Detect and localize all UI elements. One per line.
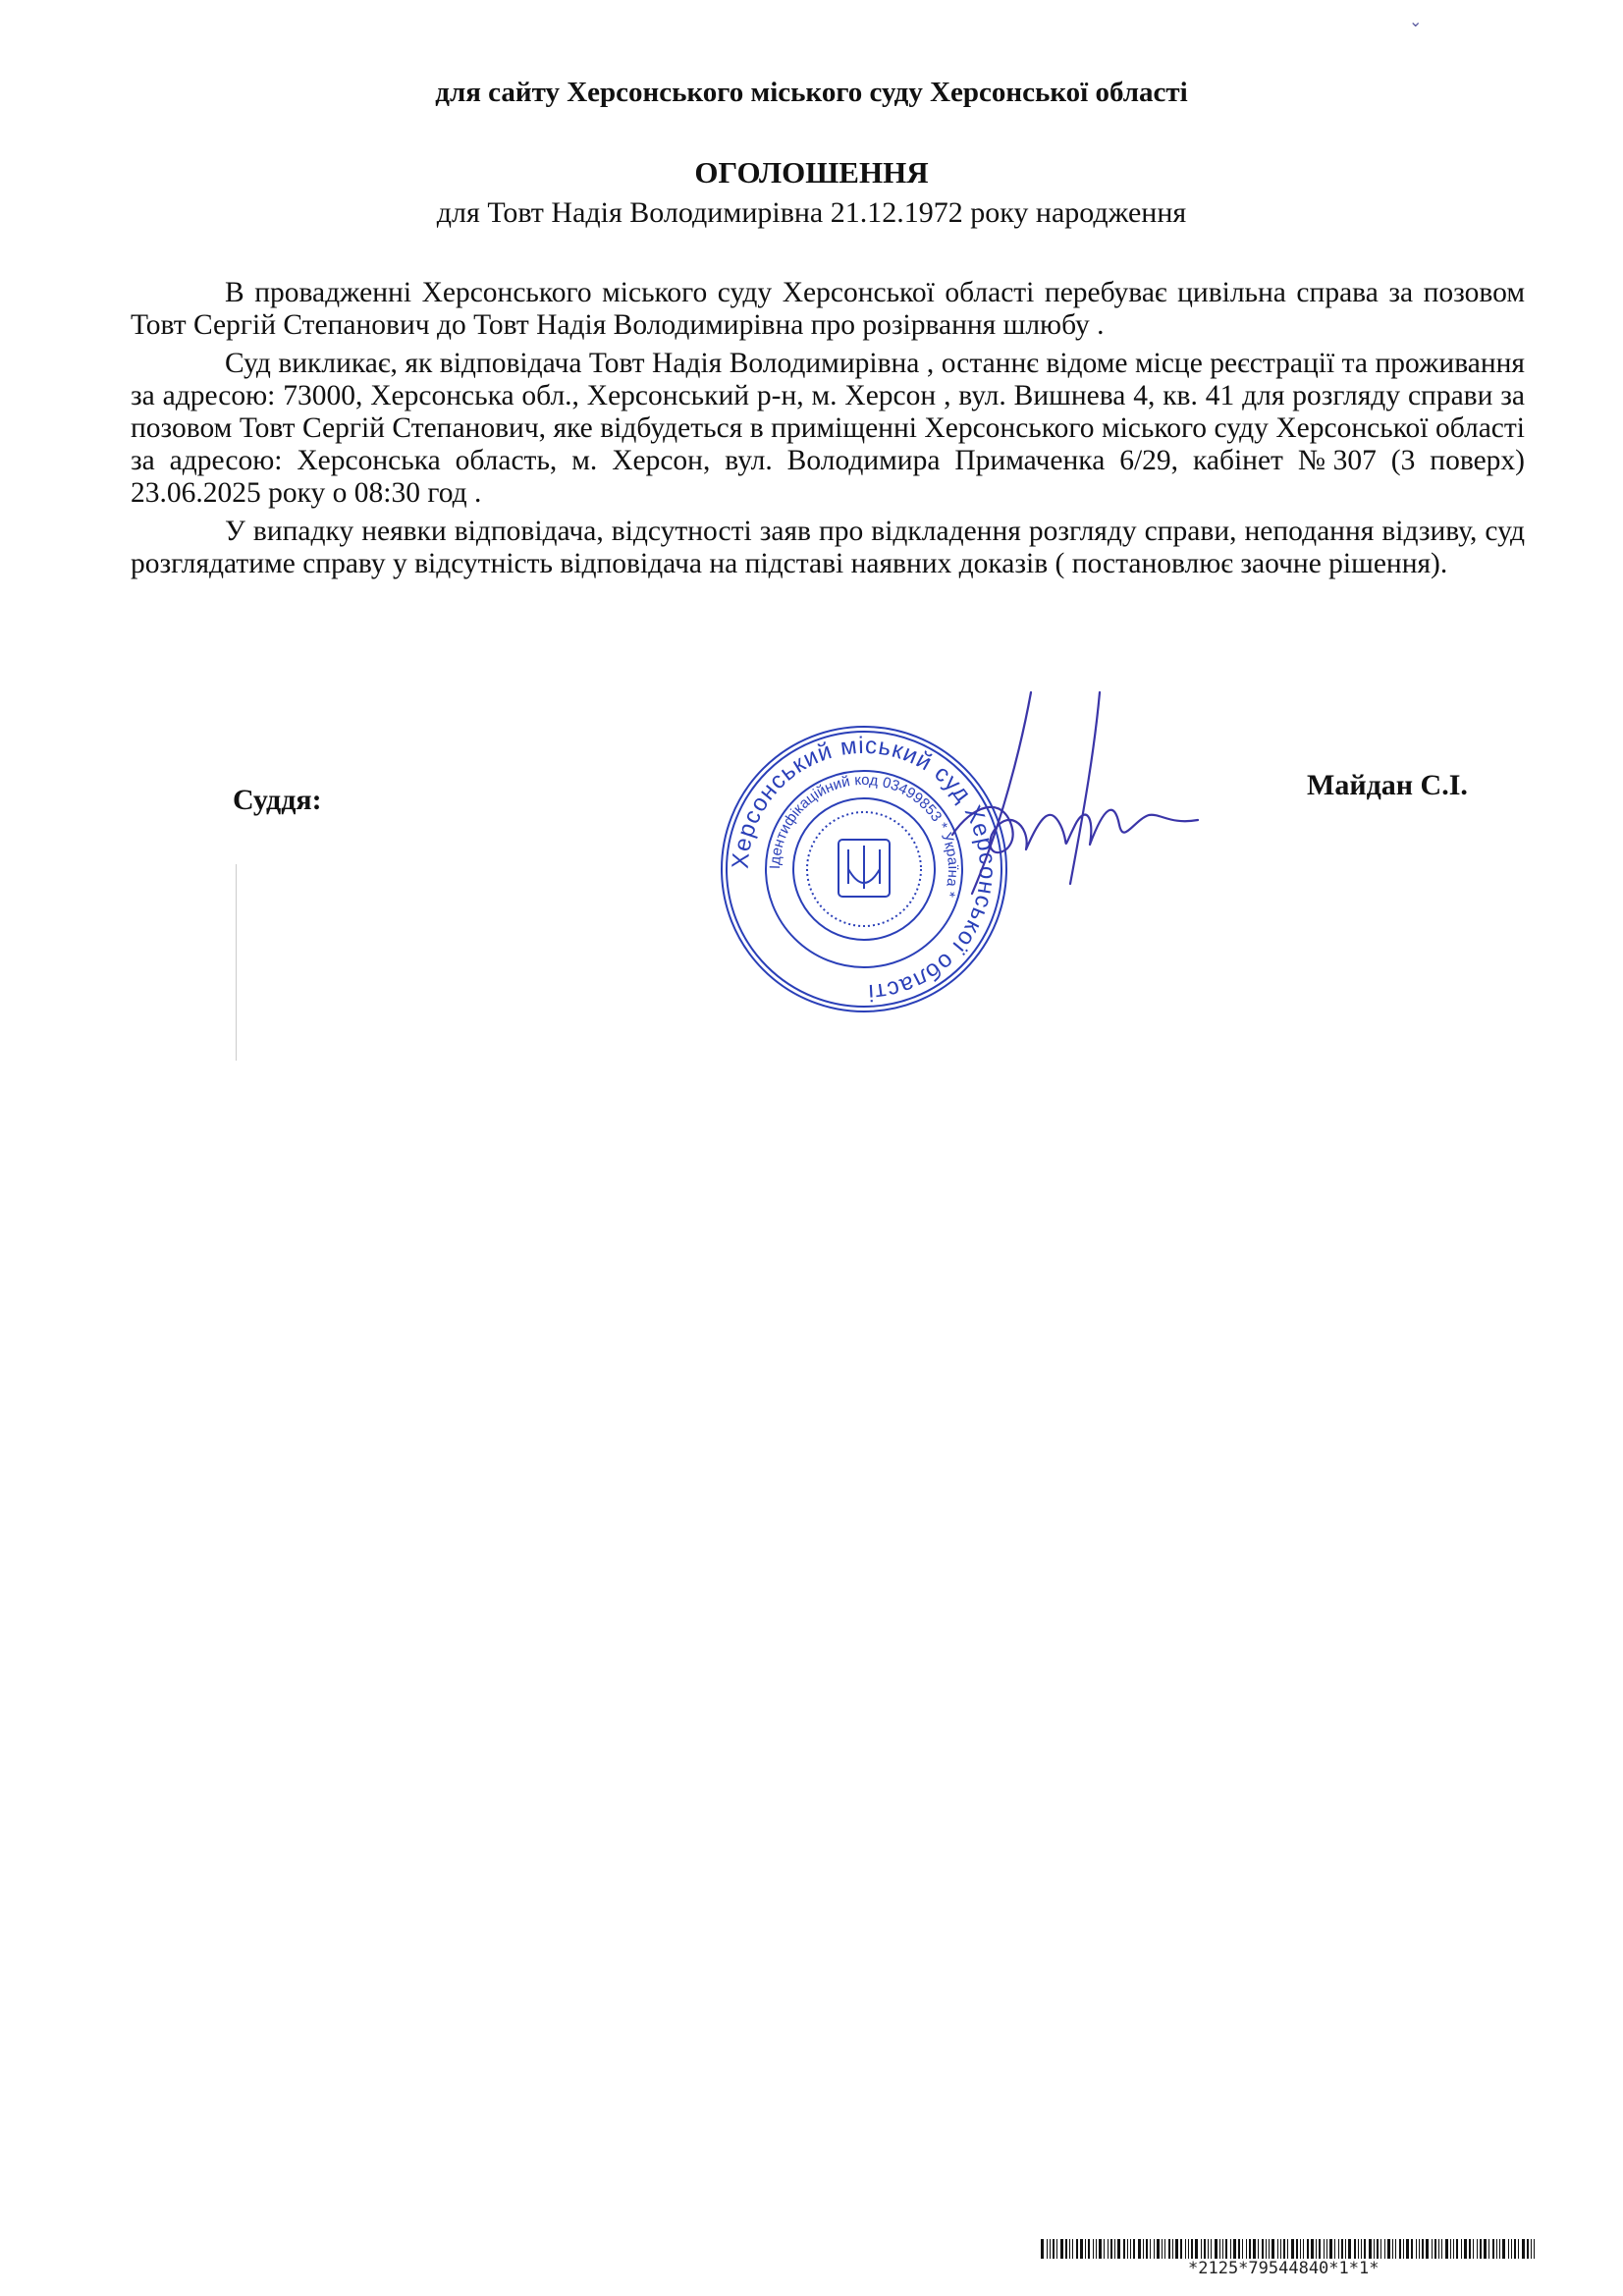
barcode-bar: [1319, 2239, 1321, 2259]
barcode-bar: [1211, 2239, 1212, 2259]
barcode-bar: [1422, 2239, 1424, 2259]
barcode-bar: [1262, 2239, 1264, 2259]
barcode-bar: [1461, 2239, 1462, 2259]
barcode-bar: [1473, 2239, 1474, 2259]
barcode-bar: [1230, 2239, 1231, 2259]
barcode-bar: [1438, 2239, 1439, 2259]
barcode-bar: [1085, 2239, 1086, 2259]
barcode-bar: [1377, 2239, 1379, 2259]
barcode-bar: [1110, 2239, 1112, 2259]
barcode-bar: [1411, 2239, 1413, 2259]
barcode-bar: [1175, 2239, 1178, 2259]
barcode-bar: [1233, 2239, 1236, 2259]
document-subtitle: для Товт Надія Володимирівна 21.12.1972 року народження: [436, 196, 1187, 229]
barcode-bar: [1215, 2239, 1217, 2259]
barcode-bar: [1380, 2239, 1381, 2259]
barcode-bar: [1188, 2239, 1189, 2259]
barcode-bar: [1123, 2239, 1125, 2259]
barcode-bar: [1354, 2239, 1356, 2259]
barcode-bar: [1041, 2239, 1044, 2259]
barcode-bar: [1172, 2239, 1173, 2259]
barcode-bar: [1093, 2239, 1094, 2259]
barcode-bar: [1441, 2239, 1442, 2259]
barcode-number: *2125*79544840*1*1*: [1188, 2259, 1380, 2278]
document-barcode: [1041, 2239, 1542, 2259]
barcode-bar: [1164, 2239, 1165, 2259]
barcode-bar: [1088, 2239, 1090, 2259]
barcode-bar: [1432, 2239, 1433, 2259]
barcode-bar: [1076, 2239, 1078, 2259]
barcode-bar: [1060, 2239, 1063, 2259]
barcode-bar: [1146, 2239, 1148, 2259]
barcode-bar: [1108, 2239, 1109, 2259]
judge-name: Майдан С.І.: [1307, 769, 1468, 801]
judge-label: Суддя:: [233, 784, 322, 816]
barcode-bar: [1477, 2239, 1478, 2259]
barcode-bar: [1246, 2239, 1247, 2259]
barcode-bar: [1334, 2239, 1335, 2259]
barcode-bar: [1191, 2239, 1193, 2259]
barcode-bar: [1127, 2239, 1128, 2259]
barcode-bar: [1395, 2239, 1396, 2259]
barcode-bar: [1392, 2239, 1393, 2259]
barcode-bar: [1096, 2239, 1097, 2259]
barcode-bar: [1283, 2239, 1285, 2259]
barcode-bar: [1242, 2239, 1243, 2259]
document-header: для сайту Херсонського міського суду Херсонської області: [435, 77, 1188, 108]
barcode-bar: [1329, 2239, 1332, 2259]
barcode-bar: [1154, 2239, 1155, 2259]
barcode-bar: [1296, 2239, 1298, 2259]
barcode-bar: [1484, 2239, 1487, 2259]
barcode-bar: [1204, 2239, 1206, 2259]
barcode-bar: [1114, 2239, 1115, 2259]
barcode-bar: [1464, 2239, 1467, 2259]
scan-mark: ⌄: [1409, 14, 1423, 30]
barcode-bar: [1434, 2239, 1436, 2259]
barcode-bar: [1269, 2239, 1270, 2259]
barcode-bar: [1271, 2239, 1274, 2259]
barcode-bar: [1496, 2239, 1497, 2259]
paragraph-proceeding: В провадженні Херсонського міського суду Херсонської області перебуває цивільна справа за позовом Товт Сергій Степанович до Товт Надія Володимирівна про розірвання шлюбу .: [131, 277, 1525, 341]
barcode-bar: [1253, 2239, 1256, 2259]
judge-signature: [913, 687, 1208, 913]
barcode-bar: [1150, 2239, 1151, 2259]
barcode-bar: [1185, 2239, 1186, 2259]
barcode-bar: [1341, 2239, 1343, 2259]
barcode-bar: [1225, 2239, 1227, 2259]
barcode-bar: [1416, 2239, 1417, 2259]
barcode-bar: [1280, 2239, 1281, 2259]
barcode-bar: [1072, 2239, 1073, 2259]
barcode-bar: [1316, 2239, 1317, 2259]
barcode-bar: [1492, 2239, 1494, 2259]
barcode-bar: [1099, 2239, 1102, 2259]
barcode-bar: [1361, 2239, 1362, 2259]
barcode-bar: [1133, 2239, 1135, 2259]
barcode-bar: [1130, 2239, 1131, 2259]
barcode-bar: [1345, 2239, 1346, 2259]
barcode-bar: [1445, 2239, 1448, 2259]
barcode-bar: [1180, 2239, 1182, 2259]
barcode-bar: [1222, 2239, 1223, 2259]
barcode-bar: [1514, 2239, 1516, 2259]
barcode-bar: [1065, 2239, 1067, 2259]
barcode-bar: [1348, 2239, 1351, 2259]
barcode-bar: [1307, 2239, 1309, 2259]
barcode-bar: [1374, 2239, 1375, 2259]
barcode-bar: [1208, 2239, 1209, 2259]
barcode-bar: [1303, 2239, 1304, 2259]
barcode-bar: [1300, 2239, 1301, 2259]
barcode-bar: [1053, 2239, 1055, 2259]
barcode-bar: [1201, 2239, 1202, 2259]
barcode-bar: [1369, 2239, 1372, 2259]
barcode-bar: [1104, 2239, 1105, 2259]
barcode-bar: [1238, 2239, 1240, 2259]
barcode-bar: [1384, 2239, 1385, 2259]
barcode-bar: [1266, 2239, 1267, 2259]
barcode-bar: [1056, 2239, 1057, 2259]
barcode-bar: [1080, 2239, 1083, 2259]
barcode-bar: [1527, 2239, 1529, 2259]
barcode-bar: [1480, 2239, 1482, 2259]
barcode-bar: [1453, 2239, 1454, 2259]
barcode-bar: [1426, 2239, 1429, 2259]
barcode-bar: [1338, 2239, 1339, 2259]
document-title: ОГОЛОШЕННЯ: [694, 155, 929, 190]
barcode-bar: [1258, 2239, 1259, 2259]
barcode-bar: [1069, 2239, 1070, 2259]
barcode-bar: [1488, 2239, 1489, 2259]
barcode-bar: [1399, 2239, 1401, 2259]
barcode-bar: [1469, 2239, 1471, 2259]
paragraph-summons: Суд викликає, як відповідача Товт Надія Володимирівна , останнє відоме місце реєстрації та проживання за адресою: 73000, Херсонська обл., Херсонський р-н, м. Херсон , вул. Вишнева 4, кв. 41 для розгляду справи за позовом Товт Сергій Степанович, яке відбудеться в приміщенні Херсонського міського суду Херсонської області за адресою: Херсонська область, м. Херсон, вул. Володимира Примаченка 6/29, кабінет №307 (3 поверх) 23.06.2025 року о 08:30 год .: [131, 348, 1525, 509]
barcode-bar: [1531, 2239, 1532, 2259]
seal-outer-text: Херсонський міський суд Херсонської області: [727, 732, 1001, 1007]
barcode-bar: [1219, 2239, 1220, 2259]
barcode-bar: [1518, 2239, 1519, 2259]
barcode-bar: [1419, 2239, 1420, 2259]
barcode-bar: [1277, 2239, 1278, 2259]
barcode-bar: [1502, 2239, 1505, 2259]
barcode-bar: [1157, 2239, 1160, 2259]
barcode-bar: [1291, 2239, 1294, 2259]
barcode-bar: [1511, 2239, 1512, 2259]
barcode-bar: [1326, 2239, 1327, 2259]
barcode-bar: [1403, 2239, 1404, 2259]
barcode-bar: [1162, 2239, 1163, 2259]
barcode-bar: [1406, 2239, 1409, 2259]
barcode-bar: [1117, 2239, 1120, 2259]
barcode-bar: [1311, 2239, 1314, 2259]
barcode-bar: [1456, 2239, 1458, 2259]
barcode-bar: [1287, 2239, 1288, 2259]
paragraph-absence: У випадку неявки відповідача, відсутності заяв про відкладення розгляду справи, неподання відзиву, суд розглядатиме справу у відсутність відповідача на підставі наявних доказів ( постановлює заочне рішення).: [131, 516, 1525, 579]
barcode-bar: [1195, 2239, 1198, 2259]
barcode-bar: [1499, 2239, 1500, 2259]
barcode-bar: [1387, 2239, 1390, 2259]
barcode-bar: [1450, 2239, 1451, 2259]
document-body: [131, 277, 1525, 586]
barcode-bar: [1534, 2239, 1535, 2259]
barcode-bar: [1047, 2239, 1048, 2259]
barcode-bar: [1508, 2239, 1509, 2259]
seal-inner-text: Ідентифікаційний код 03499853 * Україна *: [766, 771, 962, 900]
barcode-bar: [1522, 2239, 1525, 2259]
barcode-bar: [1249, 2239, 1251, 2259]
barcode-bar: [1358, 2239, 1359, 2259]
barcode-bar: [1324, 2239, 1325, 2259]
barcode-bar: [1050, 2239, 1051, 2259]
barcode-bar: [1143, 2239, 1144, 2259]
barcode-bar: [1138, 2239, 1141, 2259]
barcode-bar: [1168, 2239, 1170, 2259]
scan-margin-line: [236, 864, 237, 1061]
barcode-bar: [1364, 2239, 1366, 2259]
